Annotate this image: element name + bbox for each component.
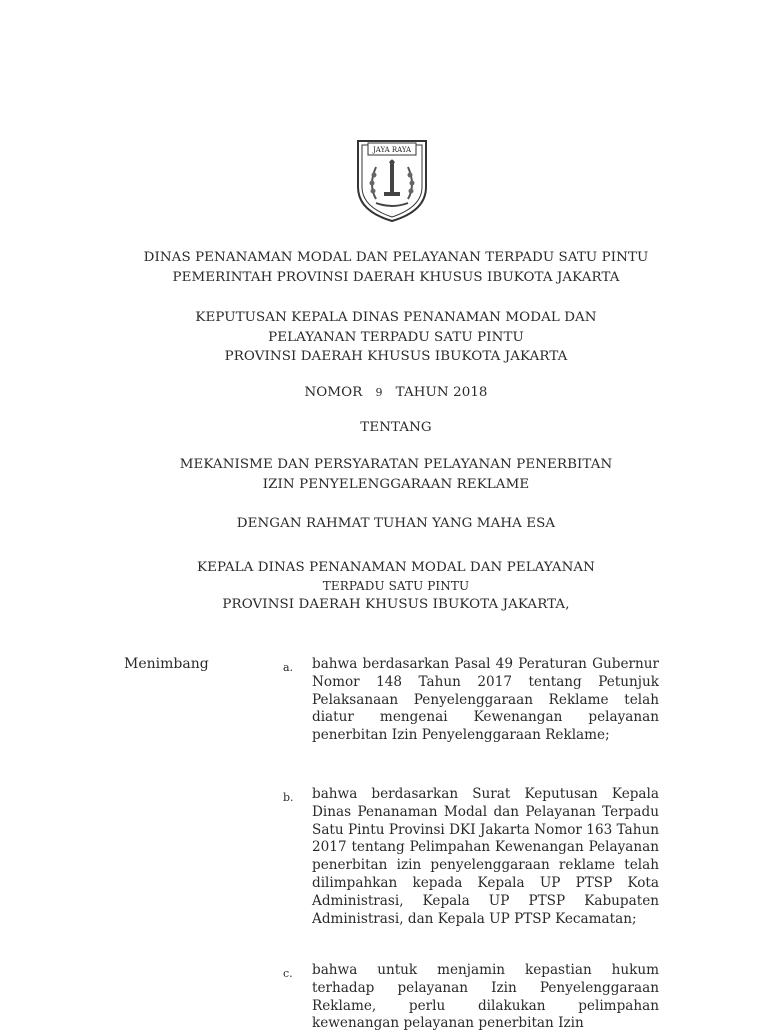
jaya-raya-emblem xyxy=(354,137,430,223)
decree-title-line2: PELAYANAN TERPADU SATU PINTU xyxy=(268,330,524,345)
item-marker-b: b. xyxy=(283,791,294,804)
official-line2: TERPADU SATU PINTU xyxy=(322,579,470,593)
official-line1: KEPALA DINAS PENANAMAN MODAL DAN PELAYANAN xyxy=(196,560,595,575)
item-marker-c: c. xyxy=(283,967,293,980)
blessing: DENGAN RAHMAT TUHAN YANG MAHA ESA xyxy=(236,516,556,531)
considerations-label: Menimbang xyxy=(124,656,209,672)
nomor-label: NOMOR xyxy=(304,385,363,400)
item-marker-a: a. xyxy=(283,661,294,674)
subject-line2: IZIN PENYELENGGARAAN REKLAME xyxy=(262,477,530,492)
subject-line1: MEKANISME DAN PERSYARATAN PELAYANAN PENERBITAN xyxy=(179,457,613,472)
tahun-label: TAHUN 2018 xyxy=(395,385,488,400)
decree-title-line1: KEPUTUSAN KEPALA DINAS PENANAMAN MODAL DAN xyxy=(195,310,597,325)
consideration-a: bahwa berdasarkan Pasal 49 Peraturan Gubernur Nomor 148 Tahun 2017 tentang Petunjuk Pelaksanaan Penyelenggaraan Reklame telah diatur mengenai Kewenangan pelayanan penerbitan Izin Penyelenggaraan Reklame; xyxy=(312,656,659,744)
emblem-motto: JAYA RAYA xyxy=(372,146,412,154)
agency-name-line1: DINAS PENANAMAN MODAL DAN PELAYANAN TERPADU SATU PINTU xyxy=(143,250,649,265)
agency-name-line2: PEMERINTAH PROVINSI DAERAH KHUSUS IBUKOTA JAKARTA xyxy=(172,270,620,285)
official-line3: PROVINSI DAERAH KHUSUS IBUKOTA JAKARTA, xyxy=(222,597,570,612)
consideration-c: bahwa untuk menjamin kepastian hukum terhadap pelayanan Izin Penyelenggaraan Reklame, perlu dilakukan pelimpahan kewenangan pelayanan penerbitan Izin xyxy=(312,962,659,1032)
tentang-heading: TENTANG xyxy=(360,420,432,435)
nomor-value: 9 xyxy=(375,386,383,399)
decree-title-line3: PROVINSI DAERAH KHUSUS IBUKOTA JAKARTA xyxy=(224,349,568,364)
decree-number xyxy=(0,385,768,400)
consideration-b: bahwa berdasarkan Surat Keputusan Kepala Dinas Penanaman Modal dan Pelayanan Terpadu Satu Pintu Provinsi DKI Jakarta Nomor 163 Tahun 2017 tentang Pelimpahan Kewenangan Pelayanan penerbitan izin penyelenggaraan reklame telah dilimpahkan kepada Kepala UP PTSP Kota Administrasi, Kepala UP PTSP Kabupaten Administrasi, dan Kepala UP PTSP Kecamatan; xyxy=(312,786,659,927)
